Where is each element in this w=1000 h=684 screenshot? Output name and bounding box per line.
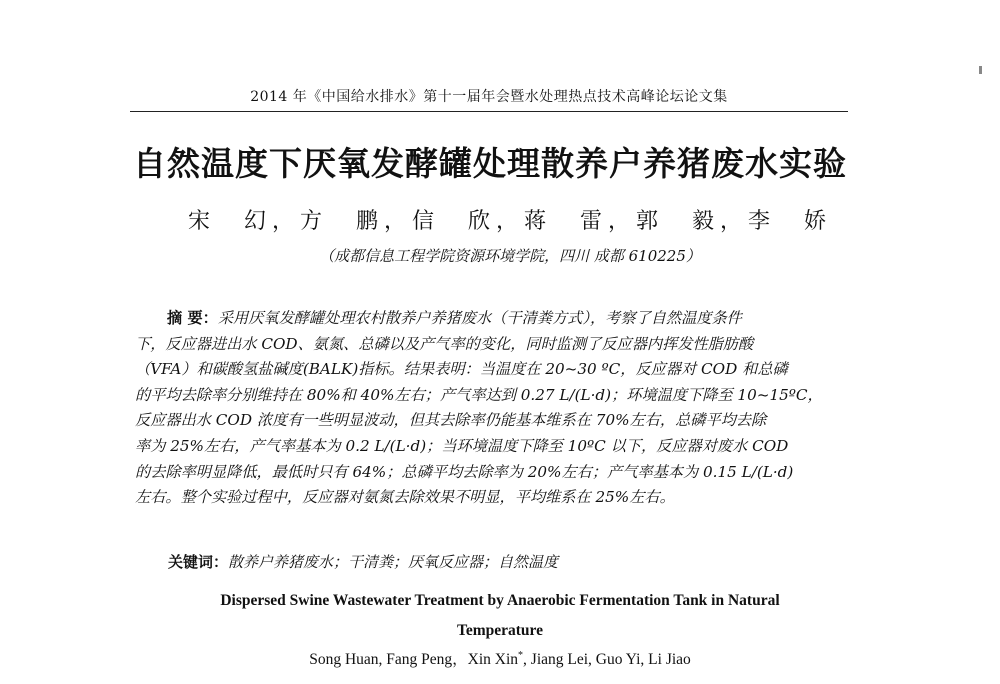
header-rule bbox=[130, 111, 848, 112]
margin-mark bbox=[979, 66, 982, 74]
corresponding-author-mark: * bbox=[518, 649, 524, 661]
english-title-line: Temperature bbox=[456, 622, 544, 639]
keywords-text: 散养户养猪废水；干清粪；厌氧反应器；自然温度 bbox=[228, 553, 559, 571]
english-authors-part: Song Huan, Fang Peng，Xin Xin bbox=[309, 651, 519, 668]
paper-title: 自然温度下厌氧发酵罐处理散养户养猪废水实验 bbox=[133, 144, 847, 183]
abstract-line: （VFA）和碳酸氢盐碱度(BALK)指标。结果表明：当温度在 20~30 ºC，反应器对 COD 和总磷 bbox=[135, 360, 788, 379]
abstract-label: 摘 要： bbox=[167, 309, 218, 327]
keywords-label: 关键词： bbox=[168, 553, 229, 571]
english-title bbox=[130, 586, 870, 646]
abstract-line: 左右。整个实验过程中，反应器对氨氮去除效果不明显，平均维系在 25%左右。 bbox=[135, 488, 675, 507]
abstract-line: 的平均去除率分别维持在 80%和 40%左右；产气率达到 0.27 L/(L·d)；环境温度下降至 10~15ºC， bbox=[135, 385, 823, 404]
abstract bbox=[135, 306, 847, 511]
author-list: 宋 幻，方 鹏，信 欣，蒋 雷，郭 毅，李 娇 bbox=[187, 209, 832, 234]
abstract-text: 采用厌氧发酵罐处理农村散养户养猪废水（干清粪方式），考察了自然温度条件 bbox=[217, 309, 742, 327]
abstract-line: 率为 25%左右，产气率基本为 0.2 L/(L·d)；当环境温度下降至 10ºC 以下，反应器对废水 COD bbox=[135, 436, 789, 455]
english-authors-part: , Jiang Lei, Guo Yi, Li Jiao bbox=[523, 651, 691, 668]
running-header: 2014 年《中国给水排水》第十一届年会暨水处理热点技术高峰论坛论文集 bbox=[250, 89, 728, 105]
english-author-list bbox=[130, 647, 870, 669]
abstract-line: 的去除率明显降低，最低时只有 64%；总磷平均去除率为 20%左右；产气率基本为 0.15 L/(L·d) bbox=[135, 462, 794, 481]
abstract-line bbox=[135, 306, 847, 332]
abstract-line: 下，反应器进出水 COD、氨氮、总磷以及产气率的变化，同时监测了反应器内挥发性脂肪酸 bbox=[135, 334, 754, 353]
english-title-line: Dispersed Swine Wastewater Treatment by Anaerobic Fermentation Tank in Natural bbox=[220, 592, 780, 609]
keywords bbox=[168, 551, 848, 572]
abstract-line: 反应器出水 COD 浓度有一些明显波动，但其去除率仍能基本维系在 70%左右，总磷平均去除 bbox=[135, 411, 767, 430]
affiliation: （成都信息工程学院资源环境学院，四川 成都 610225） bbox=[319, 247, 701, 265]
